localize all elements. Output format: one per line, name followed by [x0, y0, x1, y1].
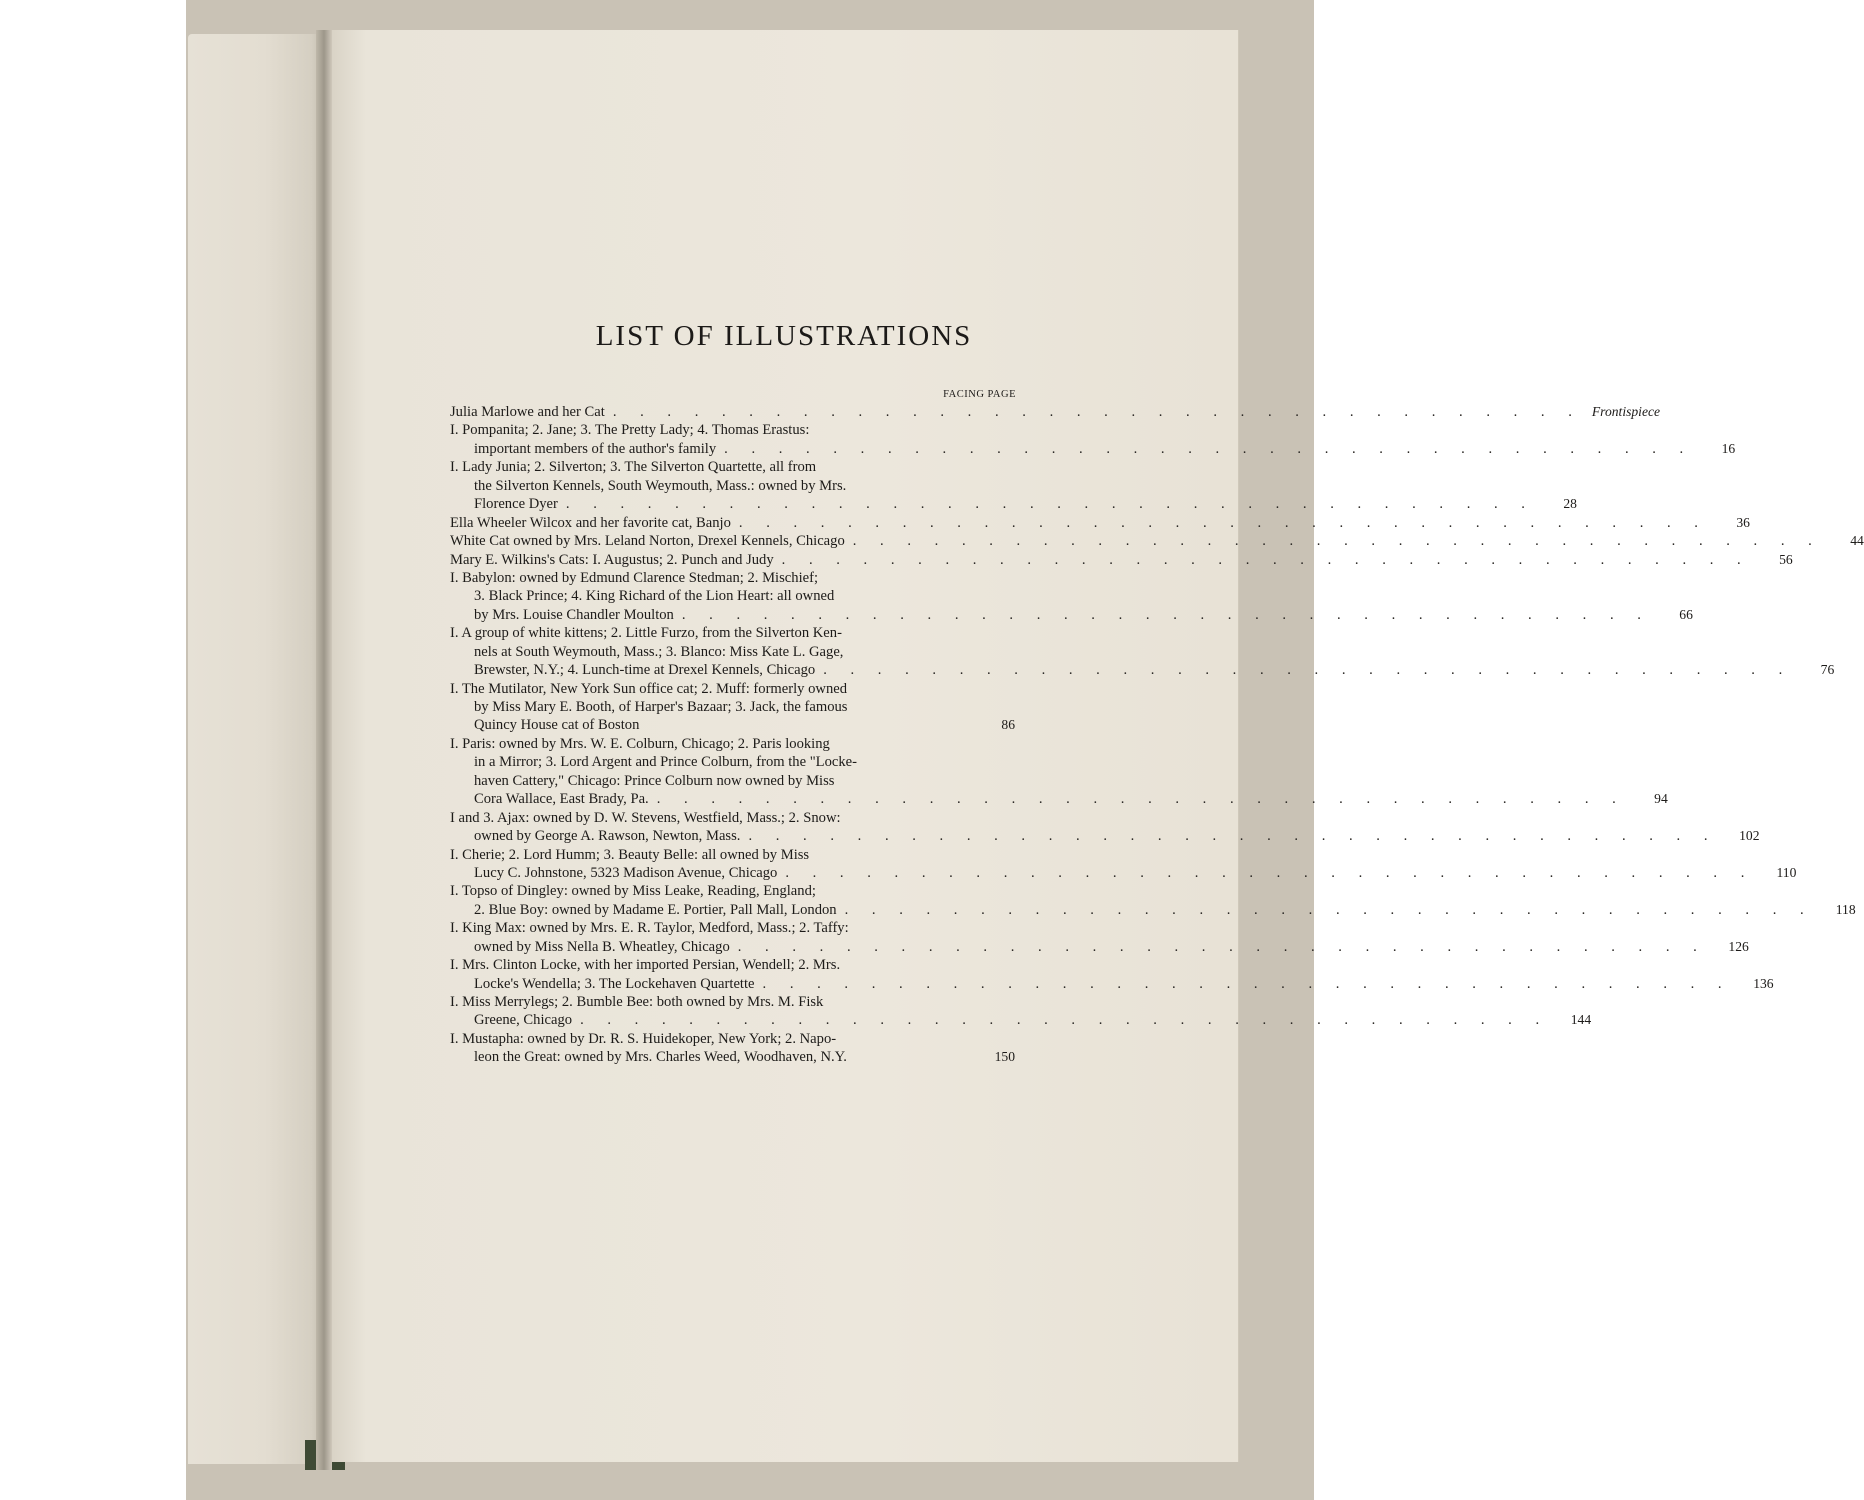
entry-line: [450, 901, 1856, 919]
entry-line: [450, 403, 1661, 421]
entry-text: White Cat owned by Mrs. Leland Norton, Drexel Kennels, Chicago: [450, 533, 845, 550]
entry-line: [450, 587, 1015, 605]
entry-text: in a Mirror; 3. Lord Argent and Prince Colburn, from the "Locke-: [474, 754, 858, 771]
entry-line: [450, 919, 1015, 937]
entry-text: Cora Wallace, East Brady, Pa.: [474, 791, 649, 808]
entry-line: [450, 993, 1015, 1011]
dot-leader: . . . . . . . . . . . . . . . . . . . . . . . . . . . . . . . . . . . .: [781, 551, 1751, 568]
dot-leader: . . . . . . . . . . . . . . . . . . . . . . . . . . . . . . . . . . . .: [823, 662, 1793, 679]
entry-text: owned by George A. Rawson, Newton, Mass.: [474, 828, 741, 845]
entry-text: owned by Miss Nella B. Wheatley, Chicago: [474, 938, 730, 955]
entry-text: important members of the author's family: [474, 440, 717, 457]
entry-line: [450, 477, 1015, 495]
entry-line: [450, 753, 1015, 771]
list-entry: [450, 735, 1668, 809]
entry-text: I. Topso of Dingley: owned by Miss Leake, Reading, England;: [450, 883, 816, 900]
entry-text: Lucy C. Johnstone, 5323 Madison Avenue, Chicago: [474, 864, 778, 881]
entry-text: Ella Wheeler Wilcox and her favorite cat, Banjo: [450, 514, 731, 531]
entry-line: [450, 975, 1774, 993]
list-entry: [450, 624, 1835, 679]
entry-text: I. Mrs. Clinton Locke, with her imported Persian, Wendell; 2. Mrs.: [450, 957, 841, 974]
entry-line: [450, 421, 1015, 439]
entry-text: by Miss Mary E. Booth, of Harper's Bazaar; 3. Jack, the famous: [474, 699, 848, 715]
entry-line: [450, 680, 1015, 698]
entry-line: [450, 846, 1015, 864]
list-entry: [450, 1030, 1015, 1067]
dot-leader: . . . . . . . . . . . . . . . . . . . . . . . . . . . . . . . . . . . .: [852, 533, 1822, 550]
dot-leader: . . . . . . . . . . . . . . . . . . . . . . . . . . . . . . . . . . . .: [785, 864, 1755, 881]
list-entry: [450, 993, 1592, 1030]
page-number: 150: [994, 1049, 1015, 1065]
entry-text: 2. Blue Boy: owned by Madame E. Portier, Pall Mall, London: [474, 901, 837, 918]
entry-line: [450, 956, 1015, 974]
entry-text: I. Pompanita; 2. Jane; 3. The Pretty Lady; 4. Thomas Erastus:: [450, 422, 810, 439]
list-entry: [450, 809, 1760, 846]
list-entry: [450, 846, 1797, 883]
list-entry: [450, 551, 1793, 569]
dot-leader: . . . . . . . . . . . . . . . . . . . . . . . . . . . . . . . . . . . .: [762, 975, 1732, 992]
entry-text: I and 3. Ajax: owned by D. W. Stevens, Westfield, Mass.; 2. Snow:: [450, 809, 841, 826]
entry-line: [450, 495, 1577, 513]
book-gutter: [316, 30, 332, 1470]
entry-text: Florence Dyer: [474, 496, 558, 513]
entry-text: Brewster, N.Y.; 4. Lunch-time at Drexel Kennels, Chicago: [474, 662, 816, 679]
entry-line: [450, 440, 1736, 458]
page-title: LIST OF ILLUSTRATIONS: [595, 320, 973, 352]
entry-text: I. Babylon: owned by Edmund Clarence Stedman; 2. Mischief;: [450, 569, 819, 586]
entry-line: [450, 458, 1015, 476]
page-number: Frontispiece: [1591, 404, 1661, 419]
entry-text: I. Mustapha: owned by Dr. R. S. Huidekoper, New York; 2. Napo-: [450, 1030, 837, 1047]
page-number: 94: [1654, 791, 1668, 807]
entry-line: [450, 661, 1835, 679]
entry-line: [450, 864, 1797, 882]
list-entry: [450, 882, 1856, 919]
entry-line: [450, 882, 1015, 900]
entry-text: Greene, Chicago: [474, 1012, 573, 1029]
page-number: 76: [1820, 662, 1835, 678]
entry-line: [450, 551, 1793, 569]
dot-leader: . . . . . . . . . . . . . . . . . . . . . . . . . . . . . . . . . . . .: [844, 901, 1814, 918]
entry-text: nels at South Weymouth, Mass.; 3. Blanco: Miss Kate L. Gage,: [474, 643, 844, 660]
page-number: 56: [1779, 551, 1793, 567]
list-entry: [450, 421, 1736, 458]
entry-text: Quincy House cat of Boston: [474, 717, 640, 734]
entry-text: by Mrs. Louise Chandler Moulton: [474, 606, 674, 623]
list-entry: [450, 919, 1749, 956]
entry-text: I. Paris: owned by Mrs. W. E. Colburn, Chicago; 2. Paris looking: [450, 735, 830, 752]
dot-leader: . . . . . . . . . . . . . . . . . . . . . . . . . . . . . . . . . . . .: [656, 791, 1626, 808]
list-entry: [450, 680, 1015, 735]
dot-leader: . . . . . . . . . . . . . . . . . . . . . . . . . . . . . . . . . . . .: [565, 496, 1535, 513]
entry-text: Julia Marlowe and her Cat: [450, 404, 605, 420]
page-number: 66: [1679, 606, 1693, 622]
entry-line: [450, 569, 1015, 587]
entry-text: I. Miss Merrylegs; 2. Bumble Bee: both owned by Mrs. M. Fisk: [450, 994, 824, 1010]
entry-line: [450, 827, 1760, 845]
entry-text: Mary E. Wilkins's Cats: I. Augustus; 2. Punch and Judy: [450, 551, 774, 568]
facing-page-label: FACING PAGE: [943, 389, 1016, 400]
list-entry: [450, 956, 1774, 993]
entry-line: [450, 1011, 1592, 1029]
page-number: 102: [1739, 828, 1760, 844]
entry-text: 3. Black Prince; 4. King Richard of the Lion Heart: all owned: [474, 588, 835, 605]
list-entry: [450, 458, 1577, 513]
entry-line: [450, 532, 1864, 550]
page-number: 126: [1728, 938, 1749, 954]
dot-leader: . . . . . . . . . . . . . . . . . . . . . . . . . . . . . . . . . . . .: [612, 404, 1582, 420]
dot-leader: . . . . . . . . . . . . . . . . . . . . . . . . . . . . . . . . . . . .: [738, 514, 1708, 531]
entry-text: I. Cherie; 2. Lord Humm; 3. Beauty Belle: all owned by Miss: [450, 846, 810, 863]
entry-line: [450, 643, 1015, 661]
page-number: 110: [1776, 864, 1797, 880]
page-number: 144: [1570, 1012, 1592, 1028]
dot-leader: . . . . . . . . . . . . . . . . . . . . . . . . . . . . . . . . . . . .: [748, 828, 1718, 845]
illustrations-list: [450, 403, 1864, 1067]
entry-line: [450, 772, 1015, 790]
page-number: 86: [1001, 717, 1015, 733]
page-number: 16: [1721, 440, 1736, 456]
entry-line: [450, 790, 1668, 808]
dot-leader: . . . . . . . . . . . . . . . . . . . . . . . . . . . . . . . . . . . .: [580, 1012, 1550, 1029]
entry-line: [450, 938, 1749, 956]
left-page: [188, 34, 328, 1464]
page-number: 118: [1835, 901, 1856, 917]
entry-line: [450, 698, 1015, 716]
entry-line: [450, 1030, 1015, 1048]
list-entry: [450, 403, 1661, 421]
entry-text: haven Cattery," Chicago: Prince Colburn now owned by Miss: [474, 772, 835, 789]
entry-line: [450, 1048, 1015, 1066]
entry-text: I. A group of white kittens; 2. Little Furzo, from the Silverton Ken-: [450, 625, 842, 642]
entry-text: Locke's Wendella; 3. The Lockehaven Quartette: [474, 975, 755, 992]
page-number: 36: [1736, 514, 1750, 530]
entry-line: [450, 606, 1693, 624]
page-number: 28: [1563, 496, 1577, 512]
dot-leader: . . . . . . . . . . . . . . . . . . . . . . . . . . . . . . . . . . . .: [724, 440, 1694, 457]
entry-text: leon the Great: owned by Mrs. Charles Weed, Woodhaven, N.Y.: [474, 1049, 847, 1066]
list-entry: [450, 514, 1750, 532]
entry-line: [450, 624, 1015, 642]
entry-line: [450, 735, 1015, 753]
dot-leader: . . . . . . . . . . . . . . . . . . . . . . . . . . . . . . . . . . . .: [681, 606, 1651, 623]
entry-line: [450, 809, 1015, 827]
list-entry: [450, 569, 1693, 624]
entry-text: I. King Max: owned by Mrs. E. R. Taylor, Medford, Mass.; 2. Taffy:: [450, 920, 849, 937]
entry-line: [450, 514, 1750, 532]
page-number: 136: [1753, 975, 1774, 991]
entry-text: I. The Mutilator, New York Sun office cat; 2. Muff: formerly owned: [450, 680, 848, 697]
list-entry: [450, 532, 1864, 550]
entry-text: I. Lady Junia; 2. Silverton; 3. The Silverton Quartette, all from: [450, 459, 817, 476]
entry-text: the Silverton Kennels, South Weymouth, Mass.: owned by Mrs.: [474, 477, 847, 494]
entry-line: [450, 716, 1015, 734]
page-number: 44: [1850, 533, 1864, 549]
dot-leader: . . . . . . . . . . . . . . . . . . . . . . . . . . . . . . . . . . . .: [737, 938, 1707, 955]
